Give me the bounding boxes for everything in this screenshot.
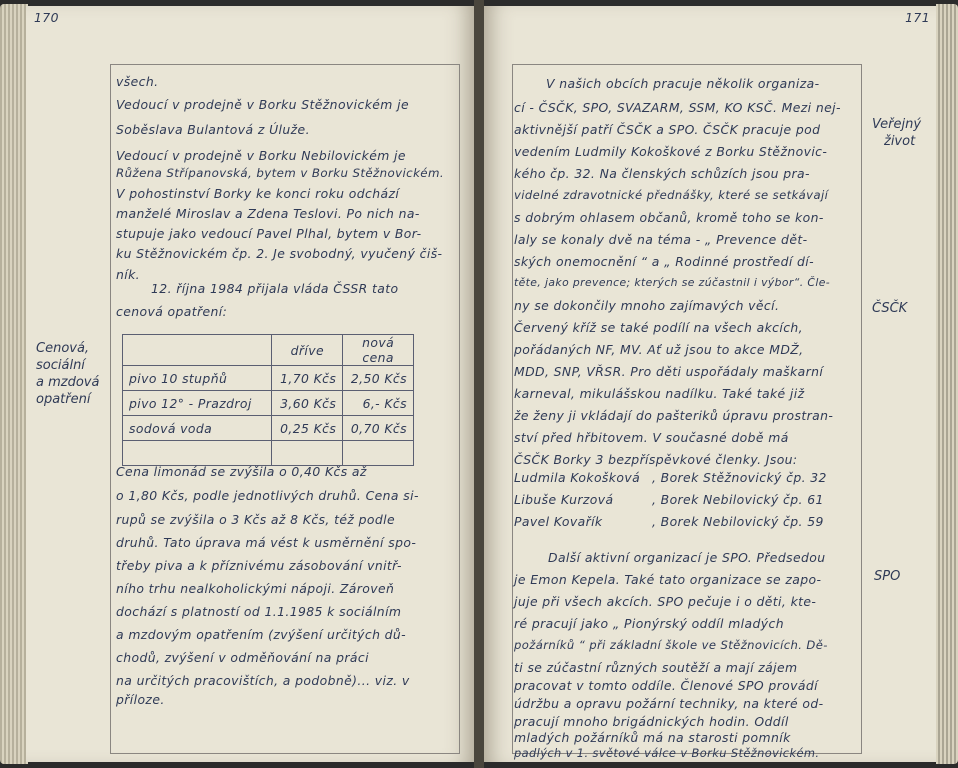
text-line: cenová opatření:	[116, 304, 228, 319]
text-line: všech.	[116, 74, 159, 89]
text-line: Cena limonád se zvýšila o 0,40 Kčs až	[116, 464, 367, 479]
text-line: příloze.	[116, 692, 165, 707]
new-price-cell: 6,- Kčs	[343, 391, 414, 416]
new-price-cell: 2,50 Kčs	[343, 366, 414, 391]
text-line: o 1,80 Kčs, podle jednotlivých druhů. Cena si-	[116, 488, 419, 503]
text-line: rupů se zvýšila o 3 Kčs až 8 Kčs, též podle	[116, 512, 395, 527]
text-line: MDD, SNP, VŘSR. Pro děti uspořádaly maškarní	[514, 364, 824, 379]
text-line: V pohostinství Borky ke konci roku odchází	[116, 186, 400, 201]
table-cell	[272, 441, 343, 466]
text-line: mladých požárníků má na starosti pomník	[514, 730, 791, 745]
text-line: Červený kříž se také podílí na všech akcích,	[514, 320, 804, 335]
item-cell: pivo 10 stupňů	[123, 366, 272, 391]
text-line: a mzdovým opatřením (zvýšení určitých dů-	[116, 627, 407, 642]
table-cell	[123, 335, 272, 366]
text-line: ník.	[116, 267, 141, 282]
table-row	[123, 366, 414, 391]
table-cell	[343, 441, 414, 466]
left-page	[26, 6, 474, 762]
old-price-cell: 3,60 Kčs	[272, 391, 343, 416]
text-line: pracovat v tomto oddíle. Členové SPO provádí	[514, 678, 818, 693]
old-price-cell: 1,70 Kčs	[272, 366, 343, 391]
text-line: ku Stěžnovickém čp. 2. Je svobodný, vyučený čiš-	[116, 246, 443, 261]
member-address: , Borek Stěžnovický čp. 32	[652, 470, 827, 485]
page-number: 170	[34, 10, 59, 25]
text-line: ny se dokončily mnoho zajímavých věcí.	[514, 298, 780, 313]
text-line: Vedoucí v prodejně v Borku Nebilovickém je	[116, 148, 406, 163]
table-header-row	[123, 335, 414, 366]
text-line: ČSČK Borky 3 bezpříspěvkové členky. Jsou:	[514, 452, 798, 467]
member-name: Pavel Kovařík	[514, 514, 603, 529]
page-edges-right	[936, 4, 958, 764]
text-line: videlné zdravotnické přednášky, které se setkávají	[514, 188, 829, 202]
text-line: 12. října 1984 přijala vláda ČSSR tato	[151, 281, 399, 296]
new-price-cell: 0,70 Kčs	[343, 416, 414, 441]
margin-note-line: Veřejný	[872, 117, 922, 132]
text-line: chodů, zvýšení v odměňování na práci	[116, 650, 369, 665]
text-line: s dobrým ohlasem občanů, kromě toho se kon-	[514, 210, 824, 225]
text-line: aktivnější patří ČSČK a SPO. ČSČK pracuje pod	[514, 122, 821, 137]
text-line: třeby piva a k příznivému zásobování vnitř-	[116, 558, 402, 573]
right-page	[484, 6, 936, 762]
price-table	[122, 334, 414, 466]
text-line: padlých v 1. světové válce v Borku Stěžnovickém.	[514, 746, 820, 760]
column-header: nová cena	[343, 335, 414, 366]
text-line: údržbu a opravu požární techniky, na které od-	[514, 696, 824, 711]
margin-note-public-life	[872, 116, 921, 150]
page-edges-left	[0, 4, 28, 764]
text-line: karneval, mikulášskou nadílku. Také také již	[514, 386, 805, 401]
member-name: Ludmila Kokošková	[514, 470, 641, 485]
table-row	[123, 416, 414, 441]
text-line: cí - ČSČK, SPO, SVAZARM, SSM, KO KSČ. Mezi nej-	[514, 100, 841, 115]
margin-note-spo: SPO	[874, 569, 901, 584]
text-line: juje při všech akcích. SPO pečuje i o děti, kte-	[514, 594, 817, 609]
text-line: ního trhu nealkoholickými nápoji. Zároveň	[116, 581, 395, 596]
margin-note-line: a mzdová	[36, 375, 100, 390]
text-line: pořádaných NF, MV. Ať už jsou to akce MDŽ,	[514, 342, 804, 357]
book-gutter	[474, 0, 484, 768]
text-line: kého čp. 32. Na členských schůzích jsou pra-	[514, 166, 810, 181]
text-line: je Emon Kepela. Také tato organizace se zapo-	[514, 572, 822, 587]
item-cell: pivo 12° - Prazdroj	[123, 391, 272, 416]
text-line: V našich obcích pracuje několik organiza-	[546, 76, 820, 91]
text-line: Vedoucí v prodejně v Borku Stěžnovickém je	[116, 97, 409, 112]
text-line: na určitých pracovištích, a podobně)... viz. v	[116, 673, 410, 688]
table-row	[123, 391, 414, 416]
item-cell: sodová voda	[123, 416, 272, 441]
text-line: pracují mnoho brigádnických hodin. Oddíl	[514, 714, 789, 729]
margin-note-line: sociální	[36, 358, 85, 373]
margin-note-line: opatření	[36, 392, 91, 407]
margin-note-price-measures	[36, 340, 108, 408]
column-header: dříve	[272, 335, 343, 366]
text-line: požárníků “ při základní škole ve Stěžnovicích. Dě-	[514, 638, 828, 652]
margin-note-line: život	[884, 134, 916, 149]
text-line: manželé Miroslav a Zdena Teslovi. Po nich na-	[116, 206, 420, 221]
text-line: Soběslava Bulantová z Úluže.	[116, 122, 310, 137]
text-line: druhů. Tato úprava má vést k usměrnění spo-	[116, 535, 417, 550]
page-number: 171	[905, 10, 930, 25]
text-line: těte, jako prevence; kterých se zúčastnil i výbor“. Čle-	[514, 276, 831, 289]
text-line: ti se zúčastní různých soutěží a mají zájem	[514, 660, 798, 675]
margin-note-line: Cenová,	[36, 341, 90, 356]
text-line: dochází s platností od 1.1.1985 k sociálním	[116, 604, 402, 619]
text-line: laly se konaly dvě na téma - „ Prevence dět-	[514, 232, 808, 247]
text-line: vedením Ludmily Kokoškové z Borku Stěžnovic-	[514, 144, 828, 159]
text-line: Růžena Střípanovská, bytem v Borku Stěžnovickém.	[116, 166, 444, 180]
old-price-cell: 0,25 Kčs	[272, 416, 343, 441]
text-line: ských onemocnění “ a „ Rodinné prostředí dí-	[514, 254, 815, 269]
table-cell	[123, 441, 272, 466]
text-line: stupuje jako vedoucí Pavel Plhal, bytem v Bor-	[116, 226, 422, 241]
text-line: ré pracují jako „ Pionýrský oddíl mladých	[514, 616, 784, 631]
member-name: Libuše Kurzová	[514, 492, 614, 507]
text-line: že ženy ji vkládají do pašteriků úpravu prostran-	[514, 408, 834, 423]
table-row	[123, 441, 414, 466]
member-address: , Borek Nebilovický čp. 59	[652, 514, 824, 529]
margin-note-cscs: ČSČK	[872, 301, 908, 316]
member-address: , Borek Nebilovický čp. 61	[652, 492, 824, 507]
text-line: Další aktivní organizací je SPO. Předsedou	[548, 550, 826, 565]
text-line: ství před hřbitovem. V současné době má	[514, 430, 789, 445]
